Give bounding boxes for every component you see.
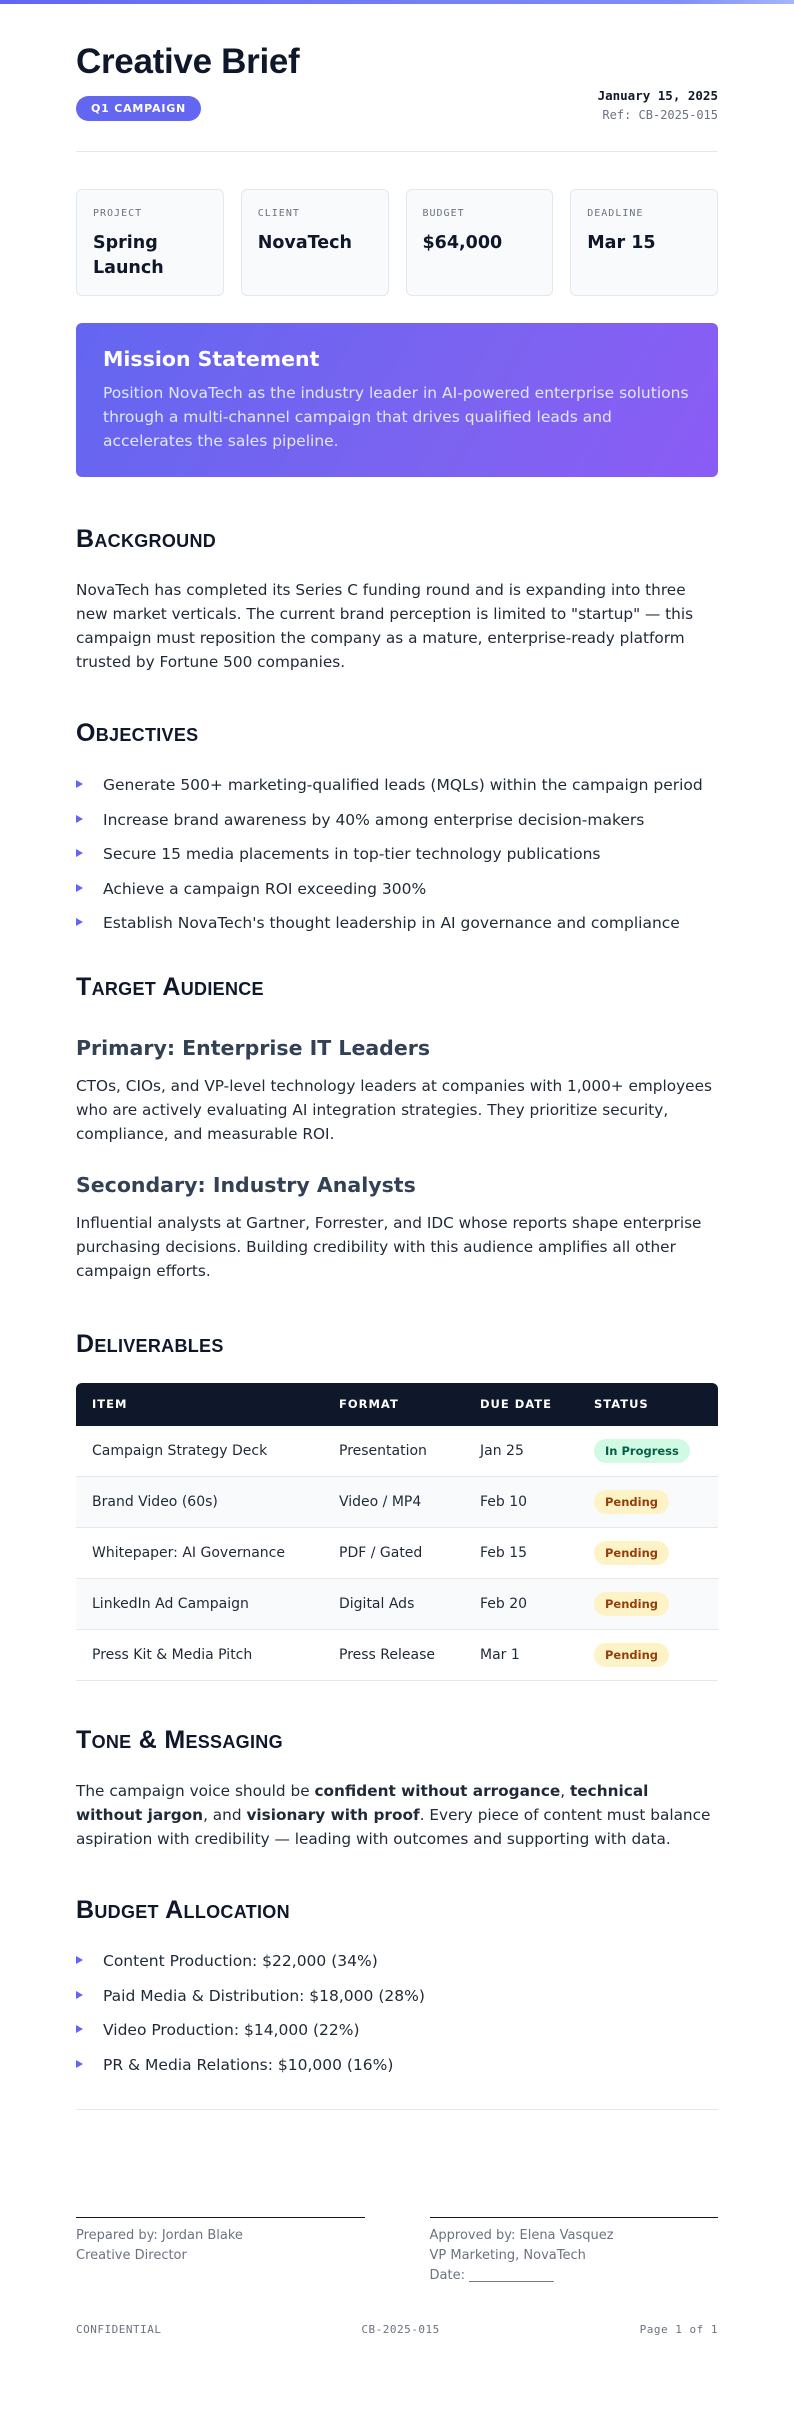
objectives-list <box>76 775 718 948</box>
section-title: Deliverables <box>76 1329 224 1358</box>
cell-format: Digital Ads <box>323 1579 464 1630</box>
document <box>0 4 794 2336</box>
table-header-row <box>76 1383 718 1426</box>
footer-confidential: CONFIDENTIAL <box>76 2323 162 2336</box>
section-title: Tone & Messaging <box>76 1726 283 1754</box>
cell-status <box>578 1630 718 1681</box>
mission-text: Position NovaTech as the industry leader in AI-powered enterprise solutions through a multi-channel campaign that drives qualified leads and accelerates the sales pipeline. <box>103 384 689 450</box>
status-badge: Pending <box>594 1490 669 1514</box>
section-divider <box>76 2109 718 2110</box>
list-item-text: PR & Media Relations: $10,000 (16%) <box>103 2055 394 2074</box>
document-meta <box>598 88 718 122</box>
cell-due-date: Feb 15 <box>464 1528 578 1579</box>
cell-format: Press Release <box>323 1630 464 1681</box>
signature-line: VP Marketing, NovaTech <box>429 2248 586 2263</box>
list-item <box>76 775 718 810</box>
footer-page-number: Page 1 of 1 <box>639 2323 718 2336</box>
cell-item: Press Kit & Media Pitch <box>76 1630 323 1681</box>
document-reference: Ref: CB-2025-015 <box>602 108 718 122</box>
cell-item: Campaign Strategy Deck <box>76 1426 323 1477</box>
cell-status <box>578 1426 718 1477</box>
card-label: BUDGET <box>422 208 465 219</box>
tone-emphasis: technical without jargon <box>76 1782 649 1824</box>
bullet-arrow-icon <box>76 815 83 823</box>
cell-format: Presentation <box>323 1426 464 1477</box>
bullet-arrow-icon <box>76 849 83 857</box>
card-value: NovaTech <box>257 233 352 253</box>
secondary-audience-title: Secondary: Industry Analysts <box>76 1172 416 1197</box>
deliverables-table <box>76 1383 718 1682</box>
status-badge: In Progress <box>594 1439 690 1463</box>
list-item-text: Establish NovaTech's thought leadership in AI governance and compliance <box>103 914 680 932</box>
bullet-arrow-icon <box>76 780 83 788</box>
card-value: Spring Launch <box>93 233 164 278</box>
tone-emphasis: confident without arrogance <box>314 1782 561 1800</box>
mission-title: Mission Statement <box>103 347 320 371</box>
card-value: $64,000 <box>422 233 503 253</box>
cell-format: Video / MP4 <box>323 1477 464 1528</box>
cell-format: PDF / Gated <box>323 1528 464 1579</box>
tone-text-part: , <box>560 1782 570 1800</box>
list-item-text: Achieve a campaign ROI exceeding 300% <box>103 879 427 898</box>
list-item <box>76 810 718 845</box>
document-footer <box>76 2323 718 2336</box>
campaign-badge: Q1 CAMPAIGN <box>76 96 201 121</box>
status-badge: Pending <box>594 1541 669 1565</box>
bullet-arrow-icon <box>76 918 83 926</box>
list-item <box>76 2020 718 2055</box>
list-item <box>76 879 718 914</box>
bullet-arrow-icon <box>76 2025 83 2033</box>
card-value: Mar 15 <box>587 233 656 253</box>
cell-status <box>578 1528 718 1579</box>
bullet-arrow-icon <box>76 1991 83 1999</box>
cell-due-date: Feb 10 <box>464 1477 578 1528</box>
budget-allocation-section <box>76 1896 718 2089</box>
deadline-card <box>570 189 718 296</box>
column-header-item: ITEM <box>76 1383 323 1426</box>
cell-item: Brand Video (60s) <box>76 1477 323 1528</box>
status-badge: Pending <box>594 1592 669 1616</box>
section-title: Objectives <box>76 719 199 747</box>
mission-statement-box <box>76 323 718 477</box>
project-card <box>76 189 224 296</box>
column-header-due-date: DUE DATE <box>464 1383 578 1426</box>
card-label: CLIENT <box>257 208 300 219</box>
signature-line: Creative Director <box>76 2248 187 2263</box>
prepared-by-signature <box>76 2217 365 2286</box>
signature-line: Prepared by: Jordan Blake <box>76 2228 243 2243</box>
document-date: January 15, 2025 <box>597 88 718 103</box>
signature-line: Approved by: Elena Vasquez <box>429 2228 614 2243</box>
list-item-text: Secure 15 media placements in top-tier technology publications <box>103 845 601 863</box>
table-row <box>76 1426 718 1477</box>
list-item <box>76 1986 718 2021</box>
card-label: PROJECT <box>93 208 143 219</box>
secondary-audience-text: Influential analysts at Gartner, Forrester, and IDC whose reports shape enterprise purchasing decisions. Building credibility with this audience amplifies all other campaign efforts. <box>76 1213 702 1280</box>
tone-text <box>76 1779 718 1851</box>
tone-text-part: The campaign voice should be <box>76 1782 315 1800</box>
list-item-text: Increase brand awareness by 40% among enterprise decision-makers <box>103 810 645 829</box>
list-item-text: Generate 500+ marketing-qualified leads (MQLs) within the campaign period <box>103 776 703 794</box>
list-item <box>76 1951 718 1986</box>
primary-audience-text: CTOs, CIOs, and VP-level technology leaders at companies with 1,000+ employees who are actively evaluating AI integration strategies. They prioritize security, compliance, and measurable ROI. <box>76 1076 712 1143</box>
tone-text-part: , and <box>203 1806 247 1824</box>
status-badge: Pending <box>594 1643 669 1667</box>
tone-text-part: . Every piece of content must balance aspiration with credibility — leading with outcomes and supporting with data. <box>76 1806 711 1848</box>
target-audience-section <box>76 973 718 1283</box>
table-row <box>76 1528 718 1579</box>
column-header-format: FORMAT <box>323 1383 464 1426</box>
bullet-arrow-icon <box>76 1956 83 1964</box>
list-item <box>76 2055 718 2090</box>
list-item-text: Paid Media & Distribution: $18,000 (28%) <box>103 1986 425 2005</box>
background-text: NovaTech has completed its Series C funding round and is expanding into three new market verticals. The current brand perception is limited to "startup" — this campaign must reposition the company as a mature, enterprise-ready platform trusted by Fortune 500 companies. <box>76 581 694 671</box>
summary-cards <box>76 189 718 296</box>
budget-list <box>76 1951 718 2089</box>
bullet-arrow-icon <box>76 884 83 892</box>
section-title: Target Audience <box>76 972 264 1001</box>
document-header <box>76 4 718 152</box>
client-card <box>241 189 389 296</box>
section-title: Background <box>76 525 217 553</box>
column-header-status: STATUS <box>578 1383 718 1426</box>
table-row <box>76 1579 718 1630</box>
cell-due-date: Mar 1 <box>464 1630 578 1681</box>
budget-card <box>406 189 554 296</box>
list-item-text: Content Production: $22,000 (34%) <box>103 1952 378 1970</box>
background-section <box>76 525 718 674</box>
document-title: Creative Brief <box>76 42 300 81</box>
list-item <box>76 844 718 879</box>
tone-messaging-section <box>76 1726 718 1851</box>
primary-audience-title: Primary: Enterprise IT Leaders <box>76 1035 431 1060</box>
cell-due-date: Feb 20 <box>464 1579 578 1630</box>
list-item-text: Video Production: $14,000 (22%) <box>103 2021 360 2039</box>
bullet-arrow-icon <box>76 2060 83 2068</box>
tone-emphasis: visionary with proof <box>246 1806 420 1824</box>
cell-item: Whitepaper: AI Governance <box>76 1528 323 1579</box>
signature-block <box>76 2217 718 2286</box>
table-row <box>76 1630 718 1681</box>
cell-due-date: Jan 25 <box>464 1426 578 1477</box>
table-row <box>76 1477 718 1528</box>
approved-by-signature <box>430 2217 719 2286</box>
footer-reference: CB-2025-015 <box>361 2323 440 2336</box>
list-item <box>76 913 718 948</box>
card-label: DEADLINE <box>587 208 644 219</box>
deliverables-section <box>76 1330 718 1682</box>
cell-status <box>578 1477 718 1528</box>
objectives-section <box>76 719 718 948</box>
signature-line: Date: _____________ <box>429 2268 554 2283</box>
cell-item: LinkedIn Ad Campaign <box>76 1579 323 1630</box>
cell-status <box>578 1579 718 1630</box>
section-title: Budget Allocation <box>76 1896 290 1924</box>
